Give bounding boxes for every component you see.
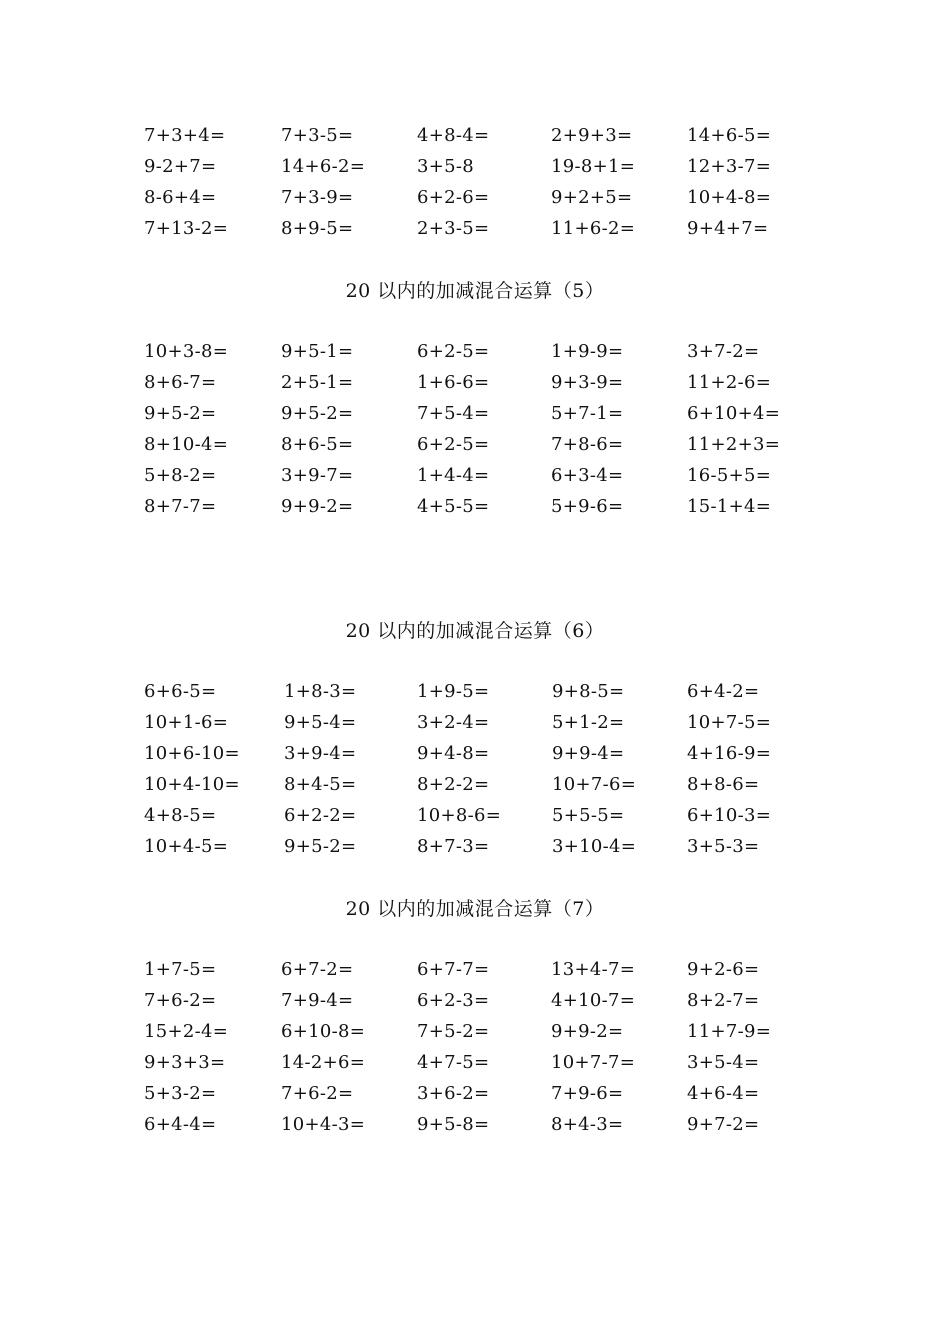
problem: 10+4-5=	[144, 836, 229, 857]
problem: 9+3-9=	[551, 372, 624, 393]
problem-row	[0, 989, 950, 1020]
problem: 1+7-5=	[144, 959, 217, 980]
problem: 9+9-2=	[281, 496, 354, 517]
problem: 7+9-6=	[551, 1083, 624, 1104]
problem: 9+2-6=	[687, 959, 760, 980]
problem: 11+2+3=	[687, 434, 781, 455]
problem: 1+9-9=	[551, 341, 624, 362]
problem: 3+9-7=	[281, 465, 354, 486]
problem: 9+5-2=	[284, 836, 357, 857]
problem: 9+4+7=	[687, 218, 769, 239]
problem-row	[0, 804, 950, 835]
problem: 7+5-4=	[417, 403, 490, 424]
problem: 14+6-5=	[687, 125, 772, 146]
problem: 4+8-5=	[144, 805, 217, 826]
problem-row	[0, 680, 950, 711]
problem: 5+8-2=	[144, 465, 217, 486]
problem: 6+7-2=	[281, 959, 354, 980]
problem: 6+2-5=	[417, 341, 490, 362]
problem: 11+7-9=	[687, 1021, 772, 1042]
problem: 8+7-7=	[144, 496, 217, 517]
problem-row	[0, 1051, 950, 1082]
problem-row	[0, 742, 950, 773]
problem: 4+6-4=	[687, 1083, 760, 1104]
problem-row	[0, 1113, 950, 1144]
problem: 10+8-6=	[417, 805, 502, 826]
problem: 8+10-4=	[144, 434, 229, 455]
problem-row	[0, 217, 950, 248]
problem: 9+8-5=	[552, 681, 625, 702]
problem: 2+5-1=	[281, 372, 354, 393]
problem: 10+4-8=	[687, 187, 772, 208]
problem: 6+10-3=	[687, 805, 772, 826]
problem: 19-8+1=	[551, 156, 636, 177]
problem: 3+6-2=	[417, 1083, 490, 1104]
problem: 9+9-2=	[551, 1021, 624, 1042]
problem-row	[0, 124, 950, 155]
problem: 5+5-5=	[552, 805, 625, 826]
problem: 3+5-4=	[687, 1052, 760, 1073]
problem-row	[0, 1020, 950, 1051]
problem: 10+7-7=	[551, 1052, 636, 1073]
section-title: 20 以内的加减混合运算（6）	[345, 620, 605, 642]
problem: 15+2-4=	[144, 1021, 229, 1042]
problem-row	[0, 402, 950, 433]
problem: 1+9-5=	[417, 681, 490, 702]
problem: 10+7-6=	[552, 774, 637, 795]
problem: 4+8-4=	[417, 125, 490, 146]
problem: 10+7-5=	[687, 712, 772, 733]
problem-row	[0, 433, 950, 464]
problem: 9-2+7=	[144, 156, 217, 177]
problem: 9+5-1=	[281, 341, 354, 362]
problem-row	[0, 835, 950, 866]
problem: 6+10-8=	[281, 1021, 366, 1042]
problem-row	[0, 773, 950, 804]
problem: 3+7-2=	[687, 341, 760, 362]
problem: 12+3-7=	[687, 156, 772, 177]
problem: 8+2-7=	[687, 990, 760, 1011]
problem: 10+6-10=	[144, 743, 240, 764]
problem: 5+9-6=	[551, 496, 624, 517]
problem: 10+4-3=	[281, 1114, 366, 1135]
problem: 7+9-4=	[281, 990, 354, 1011]
problem: 9+2+5=	[551, 187, 633, 208]
problem-row	[0, 464, 950, 495]
problem: 4+16-9=	[687, 743, 772, 764]
problem: 9+5-2=	[144, 403, 217, 424]
problem: 9+5-2=	[281, 403, 354, 424]
problem: 11+6-2=	[551, 218, 636, 239]
problem: 8+6-5=	[281, 434, 354, 455]
problem: 3+5-8	[417, 156, 475, 177]
problem: 15-1+4=	[687, 496, 772, 517]
problem: 9+5-4=	[284, 712, 357, 733]
problem: 10+4-10=	[144, 774, 240, 795]
problem: 8+6-7=	[144, 372, 217, 393]
problem: 1+6-6=	[417, 372, 490, 393]
problem: 7+3+4=	[144, 125, 226, 146]
problem: 5+7-1=	[551, 403, 624, 424]
problem: 10+1-6=	[144, 712, 229, 733]
problem: 14-2+6=	[281, 1052, 366, 1073]
problem: 8+2-2=	[417, 774, 490, 795]
section-title: 20 以内的加减混合运算（5）	[345, 280, 605, 302]
problem-row	[0, 958, 950, 989]
problem: 6+7-7=	[417, 959, 490, 980]
problem: 2+3-5=	[417, 218, 490, 239]
problem: 9+5-8=	[417, 1114, 490, 1135]
problem: 6+10+4=	[687, 403, 781, 424]
problem: 3+9-4=	[284, 743, 357, 764]
problem: 8+4-3=	[551, 1114, 624, 1135]
problem: 6+2-5=	[417, 434, 490, 455]
problem: 6+6-5=	[144, 681, 217, 702]
problem: 9+7-2=	[687, 1114, 760, 1135]
problem: 6+2-3=	[417, 990, 490, 1011]
problem: 16-5+5=	[687, 465, 772, 486]
problem: 4+7-5=	[417, 1052, 490, 1073]
problem: 6+4-4=	[144, 1114, 217, 1135]
problem: 10+3-8=	[144, 341, 229, 362]
problem: 3+2-4=	[417, 712, 490, 733]
problem: 8+7-3=	[417, 836, 490, 857]
problem: 6+3-4=	[551, 465, 624, 486]
problem: 3+10-4=	[552, 836, 637, 857]
problem-row	[0, 495, 950, 526]
problem-row	[0, 340, 950, 371]
problem: 13+4-7=	[551, 959, 636, 980]
problem: 9+3+3=	[144, 1052, 226, 1073]
problem: 7+3-9=	[281, 187, 354, 208]
problem: 8+9-5=	[281, 218, 354, 239]
problem-row	[0, 186, 950, 217]
problem: 7+5-2=	[417, 1021, 490, 1042]
problem: 7+8-6=	[551, 434, 624, 455]
problem: 7+13-2=	[144, 218, 229, 239]
section-title: 20 以内的加减混合运算（7）	[345, 898, 605, 920]
problem-row	[0, 711, 950, 742]
problem: 5+1-2=	[552, 712, 625, 733]
problem: 9+9-4=	[552, 743, 625, 764]
problem: 7+6-2=	[281, 1083, 354, 1104]
problem: 6+2-6=	[417, 187, 490, 208]
problem-row	[0, 155, 950, 186]
problem-row	[0, 1082, 950, 1113]
problem: 7+6-2=	[144, 990, 217, 1011]
problem-row	[0, 371, 950, 402]
problem: 6+4-2=	[687, 681, 760, 702]
problem: 8+4-5=	[284, 774, 357, 795]
problem: 8-6+4=	[144, 187, 217, 208]
problem: 4+5-5=	[417, 496, 490, 517]
problem: 8+8-6=	[687, 774, 760, 795]
problem: 1+8-3=	[284, 681, 357, 702]
problem: 9+4-8=	[417, 743, 490, 764]
problem: 11+2-6=	[687, 372, 772, 393]
problem: 14+6-2=	[281, 156, 366, 177]
problem: 4+10-7=	[551, 990, 636, 1011]
problem: 3+5-3=	[687, 836, 760, 857]
problem: 1+4-4=	[417, 465, 490, 486]
problem: 5+3-2=	[144, 1083, 217, 1104]
problem: 7+3-5=	[281, 125, 354, 146]
problem: 2+9+3=	[551, 125, 633, 146]
problem: 6+2-2=	[284, 805, 357, 826]
